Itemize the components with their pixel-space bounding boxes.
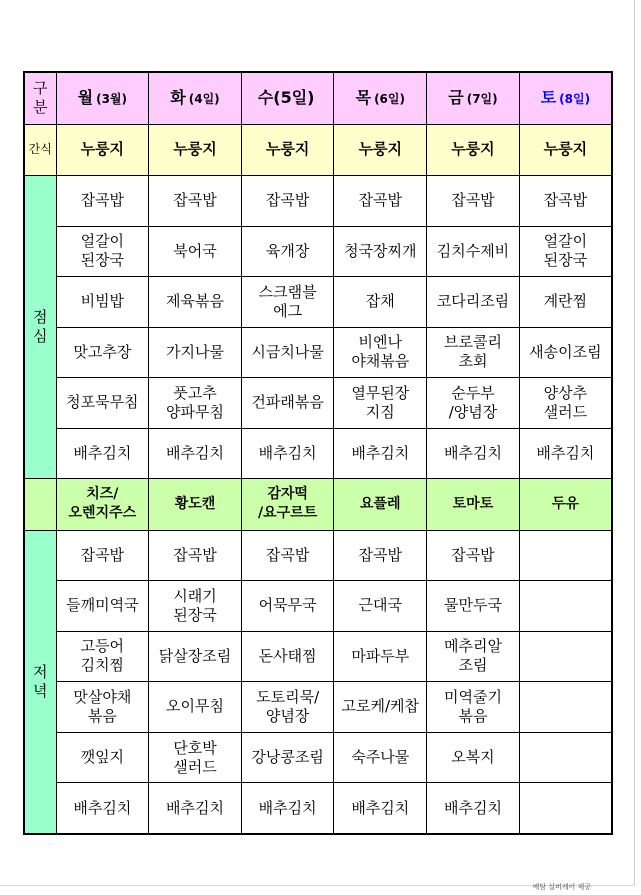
menu-cell [56,378,149,429]
snack-pm-cell [241,479,334,531]
menu-cell [241,682,334,733]
menu-cell [519,631,612,682]
menu-item-text: 청국장찌개 [344,241,417,260]
menu-cell [519,732,612,783]
menu-cell [56,226,149,277]
menu-cell [149,682,242,733]
menu-item-text: 청포묵무침 [66,393,139,412]
menu-item-text: 시래기 [173,586,217,605]
menu-cell [427,378,520,429]
menu-cell [427,277,520,328]
day-header-sat: 토 (8일) [519,72,612,124]
header-row [24,72,612,124]
menu-item-text: 제육볶음 [166,292,224,311]
menu-cell [519,277,612,328]
lunch-label-char: 점 [33,308,48,327]
menu-cell [56,682,149,733]
menu-cell [519,327,612,378]
menu-cell [427,631,520,682]
menu-item-text: 숙주나물 [351,748,410,766]
menu-cell [56,176,149,227]
menu-item-text: 어묵무국 [258,596,317,615]
menu-cell [334,277,427,328]
menu-item-text: 된장국 [173,605,217,624]
lunch-row [24,378,612,429]
menu-cell [149,176,242,227]
credit-text: 예담 실버케어 제공 [532,883,591,891]
menu-cell [149,783,242,834]
menu-item-text: 얼갈이 [543,232,588,251]
day-header-thu: 목 (6일) [334,72,427,124]
menu-cell [334,226,427,277]
menu-cell [56,783,149,834]
menu-cell [334,682,427,733]
menu-item-text: 배추김치 [536,443,595,462]
menu-item-text: 배추김치 [443,798,502,817]
snack-am-cell: 누룽지 [56,124,149,176]
menu-cell [241,327,334,378]
menu-item-text: 잡곡밥 [80,545,125,564]
menu-cell [519,226,612,277]
lunch-row [24,277,612,328]
dinner-row [24,783,612,834]
snack-am-cell: 누룽지 [241,124,334,176]
menu-item-text: 계란찜 [543,292,588,311]
menu-item-text: 새송이조림 [529,342,602,361]
menu-cell [334,783,427,834]
menu-cell [149,530,242,581]
menu-item-text: 배추김치 [73,443,132,462]
menu-item-text: 토마토 [452,495,494,512]
menu-cell [427,783,520,834]
menu-item-text: 배추김치 [351,798,410,817]
weekly-menu-table [23,71,613,835]
menu-item-text: 잡곡밥 [358,545,403,564]
menu-item-text: 순두부 [451,383,495,402]
menu-item-text: 깻잎지 [80,748,125,766]
menu-item-text: 감자떡 [267,486,308,503]
menu-item-text: 열무된장 [351,383,410,402]
menu-item-text: 도토리묵/ [256,687,320,706]
menu-item-text: 물만두국 [443,596,502,615]
menu-item-text: 양상추 [543,383,588,402]
menu-cell [241,176,334,227]
menu-item-text: 잡곡밥 [451,191,495,210]
menu-item-text: 배추김치 [258,798,317,817]
snack-am-row [24,124,612,176]
menu-cell [56,631,149,682]
menu-item-text: 된장국 [80,251,125,270]
menu-cell [427,176,520,227]
menu-cell [519,682,612,733]
menu-item-text: 잡곡밥 [358,191,403,210]
menu-item-text: 잡곡밥 [451,545,495,564]
day-header-wed: 수(5일) [241,72,334,124]
menu-cell [149,581,242,632]
menu-cell [56,581,149,632]
menu-item-text: 코다리조림 [436,292,510,311]
menu-item-text: 잡곡밥 [543,191,588,210]
menu-cell [427,226,520,277]
lunch-label [24,176,56,479]
menu-item-text: 잡곡밥 [265,545,310,564]
menu-item-text: 단호박 [173,738,217,757]
dinner-label-char: 저 [33,662,48,681]
menu-item-text: 풋고추 [173,383,217,402]
menu-item-text: 배추김치 [166,443,224,462]
lunch-row [24,428,612,479]
menu-item-text: 브로콜리 [443,333,502,352]
menu-item-text: /요구르트 [258,505,318,522]
menu-item-text: 김치찜 [80,656,125,675]
menu-item-text: 조림 [458,656,488,675]
menu-item-text: 고로케/케찹 [341,697,420,716]
menu-cell [241,530,334,581]
menu-item-text: 미역줄기 [443,687,502,706]
dinner-row [24,682,612,733]
menu-cell [241,581,334,632]
menu-item-text: 근대국 [358,596,403,615]
menu-item-text: 두유 [551,495,579,512]
menu-cell [427,682,520,733]
menu-item-text: 샐러드 [543,402,588,421]
menu-item-text: 황도캔 [174,495,216,512]
menu-cell [241,631,334,682]
menu-item-text: /양념장 [448,402,498,421]
menu-item-text: 닭살장조림 [158,646,232,665]
menu-item-text: 야채볶음 [351,352,410,371]
menu-item-text: 가지나물 [166,342,224,361]
menu-item-text: 김치수제비 [436,241,510,260]
menu-cell [334,378,427,429]
menu-cell [334,581,427,632]
day-header-fri: 금 (7일) [427,72,520,124]
menu-cell [241,226,334,277]
menu-item-text: 지짐 [365,402,395,421]
menu-item-text: 잡곡밥 [80,191,125,210]
dinner-row [24,530,612,581]
menu-item-text: 마파두부 [351,646,410,665]
dinner-row [24,631,612,682]
snack-pm-row [24,479,612,531]
menu-cell [241,428,334,479]
menu-item-text: 건파래볶음 [251,393,324,412]
menu-item-text: 잡채 [365,292,395,311]
menu-item-text: 북어국 [173,241,217,260]
menu-cell [149,732,242,783]
page-edge [634,0,635,885]
menu-cell [519,581,612,632]
menu-item-text: 볶음 [87,706,117,725]
menu-cell [56,277,149,328]
menu-item-text: 맛살야채 [73,687,132,706]
menu-item-text: 볶음 [458,706,488,725]
menu-cell [56,327,149,378]
menu-cell [427,428,520,479]
menu-item-text: 돈사태찜 [258,646,317,665]
header-label: 구분 [24,72,56,124]
snack-am-cell: 누룽지 [519,124,612,176]
snack-pm-cell [334,479,427,531]
menu-item-text: 얼갈이 [80,232,125,251]
menu-item-text: 오이무침 [166,697,224,716]
snack-am-cell: 누룽지 [334,124,427,176]
menu-item-text: 오렌지주스 [68,505,137,522]
menu-item-text: 배추김치 [443,443,502,462]
menu-item-text: 요플레 [360,495,401,512]
menu-cell [519,530,612,581]
menu-cell [519,428,612,479]
menu-item-text: 메추리알 [443,637,502,656]
menu-item-text: 스크램블 [258,282,317,301]
snack-am-cell: 누룽지 [427,124,520,176]
menu-item-text: 시금치나물 [251,342,324,361]
menu-cell [56,428,149,479]
menu-item-text: 배추김치 [166,798,224,817]
snack-am-cell: 누룽지 [149,124,242,176]
menu-cell [427,581,520,632]
dinner-row [24,581,612,632]
snack-pm-label [24,479,56,531]
menu-cell [149,327,242,378]
lunch-row [24,226,612,277]
day-header-mon: 월 (3월) [56,72,149,124]
snack-pm-cell [427,479,520,531]
menu-item-text: 배추김치 [73,798,132,817]
menu-item-text: 치즈/ [86,486,119,503]
menu-item-text: 고등어 [80,637,125,656]
menu-item-text: 맛고추장 [73,342,132,361]
menu-cell [427,530,520,581]
menu-item-text: 들깨미역국 [66,596,139,615]
menu-cell [334,428,427,479]
menu-cell [334,631,427,682]
menu-item-text: 에그 [273,301,303,320]
lunch-row [24,176,612,227]
snack-pm-cell [519,479,612,531]
menu-cell [149,226,242,277]
menu-item-text: 육개장 [265,241,310,260]
menu-cell [241,378,334,429]
menu-cell [519,176,612,227]
menu-item-text: 강낭콩조림 [251,748,324,766]
menu-item-text: 양념장 [265,706,310,725]
menu-cell [427,327,520,378]
menu-item-text: 샐러드 [173,757,217,776]
menu-item-text: 잡곡밥 [265,191,310,210]
menu-cell [334,530,427,581]
menu-cell [56,530,149,581]
menu-cell [149,428,242,479]
menu-item-text: 잡곡밥 [173,191,217,210]
menu-item-text: 초회 [458,352,488,371]
dinner-label [24,530,56,834]
menu-item-text: 비빔밥 [80,292,125,311]
menu-item-text: 배추김치 [258,443,317,462]
menu-item-text: 배추김치 [351,443,410,462]
lunch-row [24,327,612,378]
menu-cell [56,732,149,783]
day-header-tue: 화 (4일) [149,72,242,124]
dinner-label-char: 녁 [33,681,48,700]
menu-cell [149,378,242,429]
menu-cell [427,732,520,783]
menu-cell [334,176,427,227]
snack-pm-cell [149,479,242,531]
menu-item-text: 잡곡밥 [173,545,217,564]
menu-cell [334,327,427,378]
menu-cell [241,277,334,328]
dinner-row [24,732,612,783]
lunch-label-char: 심 [33,327,48,346]
snack-am-label: 간식 [24,124,56,176]
menu-cell [241,783,334,834]
menu-item-text: 비엔나 [358,333,403,352]
menu-cell [334,732,427,783]
menu-item-text: 오복지 [451,748,495,766]
snack-pm-cell [56,479,149,531]
menu-item-text: 된장국 [543,251,588,270]
menu-item-text: 양파무침 [166,402,224,421]
menu-cell [149,631,242,682]
menu-cell [519,378,612,429]
menu-cell [241,732,334,783]
menu-cell [149,277,242,328]
menu-cell [519,783,612,834]
